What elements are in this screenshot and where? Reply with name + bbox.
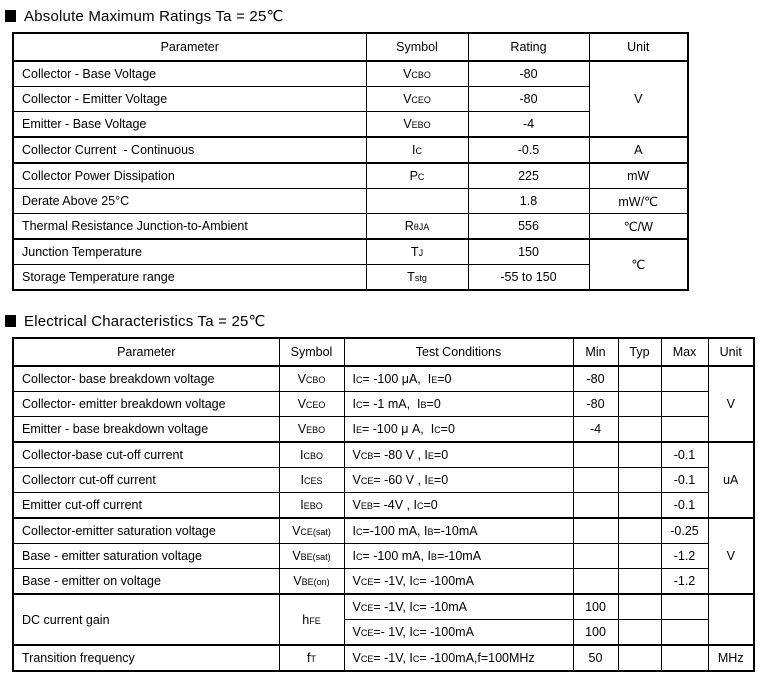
cell-max: -1.2 (661, 544, 708, 569)
cell-unit: ℃/W (589, 214, 688, 240)
table-row (13, 366, 754, 392)
cell-min: -80 (573, 392, 618, 417)
cell-cond: IE= -100 μ A, IC=0 (344, 417, 573, 443)
cell-parameter: Base - emitter on voltage (13, 569, 279, 595)
col-header-parameter: Parameter (13, 338, 279, 366)
cell-cond: IC= -100 μA, IE=0 (344, 366, 573, 392)
table-row (13, 518, 754, 544)
cell-unit: mW (589, 163, 688, 189)
col-header-test-conditions: Test Conditions (344, 338, 573, 366)
cell-symbol: hFE (279, 594, 344, 645)
cell-unit: ℃ (589, 239, 688, 290)
cell-rating: -4 (468, 112, 589, 138)
table-row (13, 544, 754, 569)
cell-typ (618, 645, 661, 671)
cell-symbol: VEBO (279, 417, 344, 443)
cell-parameter: Collector - Emitter Voltage (13, 87, 366, 112)
cell-unit (708, 594, 754, 645)
cell-max (661, 417, 708, 443)
table-row (13, 265, 688, 291)
table-row (13, 569, 754, 595)
cell-symbol: VBE(sat) (279, 544, 344, 569)
cell-symbol: TJ (366, 239, 468, 265)
cell-typ (618, 442, 661, 468)
cell-symbol: fT (279, 645, 344, 671)
cell-parameter: Emitter cut-off current (13, 493, 279, 519)
cell-symbol: RθJA (366, 214, 468, 240)
table-row (13, 61, 688, 87)
electrical-characteristics-table (12, 337, 755, 672)
cell-max (661, 594, 708, 620)
cell-parameter: Collector- emitter breakdown voltage (13, 392, 279, 417)
section-title-absolute-maximum-ratings (5, 6, 765, 25)
cell-cond: VCE= -1V, IC= -100mA (344, 569, 573, 595)
cell-typ (618, 468, 661, 493)
cell-min: -4 (573, 417, 618, 443)
cell-max (661, 366, 708, 392)
cell-cond: VCE=- 1V, IC= -100mA (344, 620, 573, 646)
cell-parameter: Storage Temperature range (13, 265, 366, 291)
cell-unit: A (589, 137, 688, 163)
cell-typ (618, 366, 661, 392)
col-header-symbol: Symbol (366, 33, 468, 61)
cell-symbol: VCE(sat) (279, 518, 344, 544)
cell-min (573, 468, 618, 493)
cell-symbol: PC (366, 163, 468, 189)
cell-parameter: Transition frequency (13, 645, 279, 671)
cell-typ (618, 493, 661, 519)
cell-min: 50 (573, 645, 618, 671)
table-row (13, 87, 688, 112)
table-row (13, 493, 754, 519)
cell-symbol: IEBO (279, 493, 344, 519)
cell-rating: 556 (468, 214, 589, 240)
cell-unit: V (708, 518, 754, 594)
cell-parameter: Junction Temperature (13, 239, 366, 265)
section-bullet-icon (5, 315, 16, 327)
col-header-typ: Typ (618, 338, 661, 366)
table-row (13, 645, 754, 671)
cell-unit: V (589, 61, 688, 137)
section-title-text: Absolute Maximum Ratings Ta = 25℃ (24, 7, 284, 25)
table-row (13, 239, 688, 265)
cell-cond: VCE= -1V, IC= -10mA (344, 594, 573, 620)
cell-typ (618, 569, 661, 595)
cell-max (661, 392, 708, 417)
table-row (13, 189, 688, 214)
cell-parameter: Collector Power Dissipation (13, 163, 366, 189)
cell-typ (618, 620, 661, 646)
cell-parameter: Emitter - Base Voltage (13, 112, 366, 138)
col-header-unit: Unit (589, 33, 688, 61)
cell-unit: MHz (708, 645, 754, 671)
cell-cond: VEB= -4V , IC=0 (344, 493, 573, 519)
cell-parameter: Collector- base breakdown voltage (13, 366, 279, 392)
cell-cond: VCB= -80 V , IE=0 (344, 442, 573, 468)
col-header-symbol: Symbol (279, 338, 344, 366)
cell-parameter: Collector - Base Voltage (13, 61, 366, 87)
header-row (13, 33, 688, 61)
cell-typ (618, 544, 661, 569)
table-row (13, 594, 754, 620)
cell-max (661, 645, 708, 671)
cell-min (573, 569, 618, 595)
cell-rating: 225 (468, 163, 589, 189)
cell-min (573, 493, 618, 519)
col-header-parameter: Parameter (13, 33, 366, 61)
absolute-maximum-ratings-table (12, 32, 689, 291)
cell-parameter: Base - emitter saturation voltage (13, 544, 279, 569)
cell-cond: VCE= -1V, IC= -100mA,f=100MHz (344, 645, 573, 671)
section-bullet-icon (5, 10, 16, 22)
section-title-electrical-characteristics (5, 311, 765, 330)
col-header-max: Max (661, 338, 708, 366)
cell-cond: IC= -100 mA, IB=-10mA (344, 544, 573, 569)
cell-parameter: Emitter - base breakdown voltage (13, 417, 279, 443)
cell-symbol: ICBO (279, 442, 344, 468)
col-header-unit: Unit (708, 338, 754, 366)
cell-symbol: ICES (279, 468, 344, 493)
cell-min (573, 442, 618, 468)
cell-symbol: VEBO (366, 112, 468, 138)
table-row (13, 417, 754, 443)
cell-cond: VCE= -60 V , IE=0 (344, 468, 573, 493)
cell-symbol: VCBO (279, 366, 344, 392)
cell-unit: uA (708, 442, 754, 518)
cell-typ (618, 417, 661, 443)
cell-max: -0.1 (661, 468, 708, 493)
cell-symbol: VCBO (366, 61, 468, 87)
cell-rating: -0.5 (468, 137, 589, 163)
datasheet-page (0, 6, 765, 672)
cell-symbol: VCEO (366, 87, 468, 112)
table-row (13, 112, 688, 138)
cell-min: 100 (573, 594, 618, 620)
cell-parameter: Collector-emitter saturation voltage (13, 518, 279, 544)
cell-rating: -80 (468, 61, 589, 87)
cell-parameter: Collector-base cut-off current (13, 442, 279, 468)
cell-typ (618, 392, 661, 417)
cell-unit: V (708, 366, 754, 442)
cell-symbol: IC (366, 137, 468, 163)
cell-symbol: VBE(on) (279, 569, 344, 595)
cell-typ (618, 518, 661, 544)
cell-rating: 150 (468, 239, 589, 265)
cell-symbol: Tstg (366, 265, 468, 291)
table-row (13, 137, 688, 163)
cell-parameter: Collector Current - Continuous (13, 137, 366, 163)
table-row (13, 163, 688, 189)
cell-min (573, 518, 618, 544)
cell-parameter: Thermal Resistance Junction-to-Ambient (13, 214, 366, 240)
cell-rating: -55 to 150 (468, 265, 589, 291)
table-row (13, 214, 688, 240)
cell-unit: mW/℃ (589, 189, 688, 214)
cell-parameter: Derate Above 25°C (13, 189, 366, 214)
cell-max: -0.25 (661, 518, 708, 544)
cell-max (661, 620, 708, 646)
cell-parameter: DC current gain (13, 594, 279, 645)
cell-max: -0.1 (661, 442, 708, 468)
cell-typ (618, 594, 661, 620)
cell-max: -0.1 (661, 493, 708, 519)
cell-symbol (366, 189, 468, 214)
cell-cond: IC= -1 mA, IB=0 (344, 392, 573, 417)
cell-cond: IC=-100 mA, IB=-10mA (344, 518, 573, 544)
table-row (13, 442, 754, 468)
cell-rating: -80 (468, 87, 589, 112)
table-row (13, 468, 754, 493)
col-header-min: Min (573, 338, 618, 366)
cell-rating: 1.8 (468, 189, 589, 214)
col-header-rating: Rating (468, 33, 589, 61)
cell-symbol: VCEO (279, 392, 344, 417)
cell-min (573, 544, 618, 569)
cell-min: 100 (573, 620, 618, 646)
section-title-text: Electrical Characteristics Ta = 25℃ (24, 312, 266, 330)
cell-parameter: Collectorr cut-off current (13, 468, 279, 493)
header-row (13, 338, 754, 366)
cell-min: -80 (573, 366, 618, 392)
table-row (13, 392, 754, 417)
cell-max: -1.2 (661, 569, 708, 595)
